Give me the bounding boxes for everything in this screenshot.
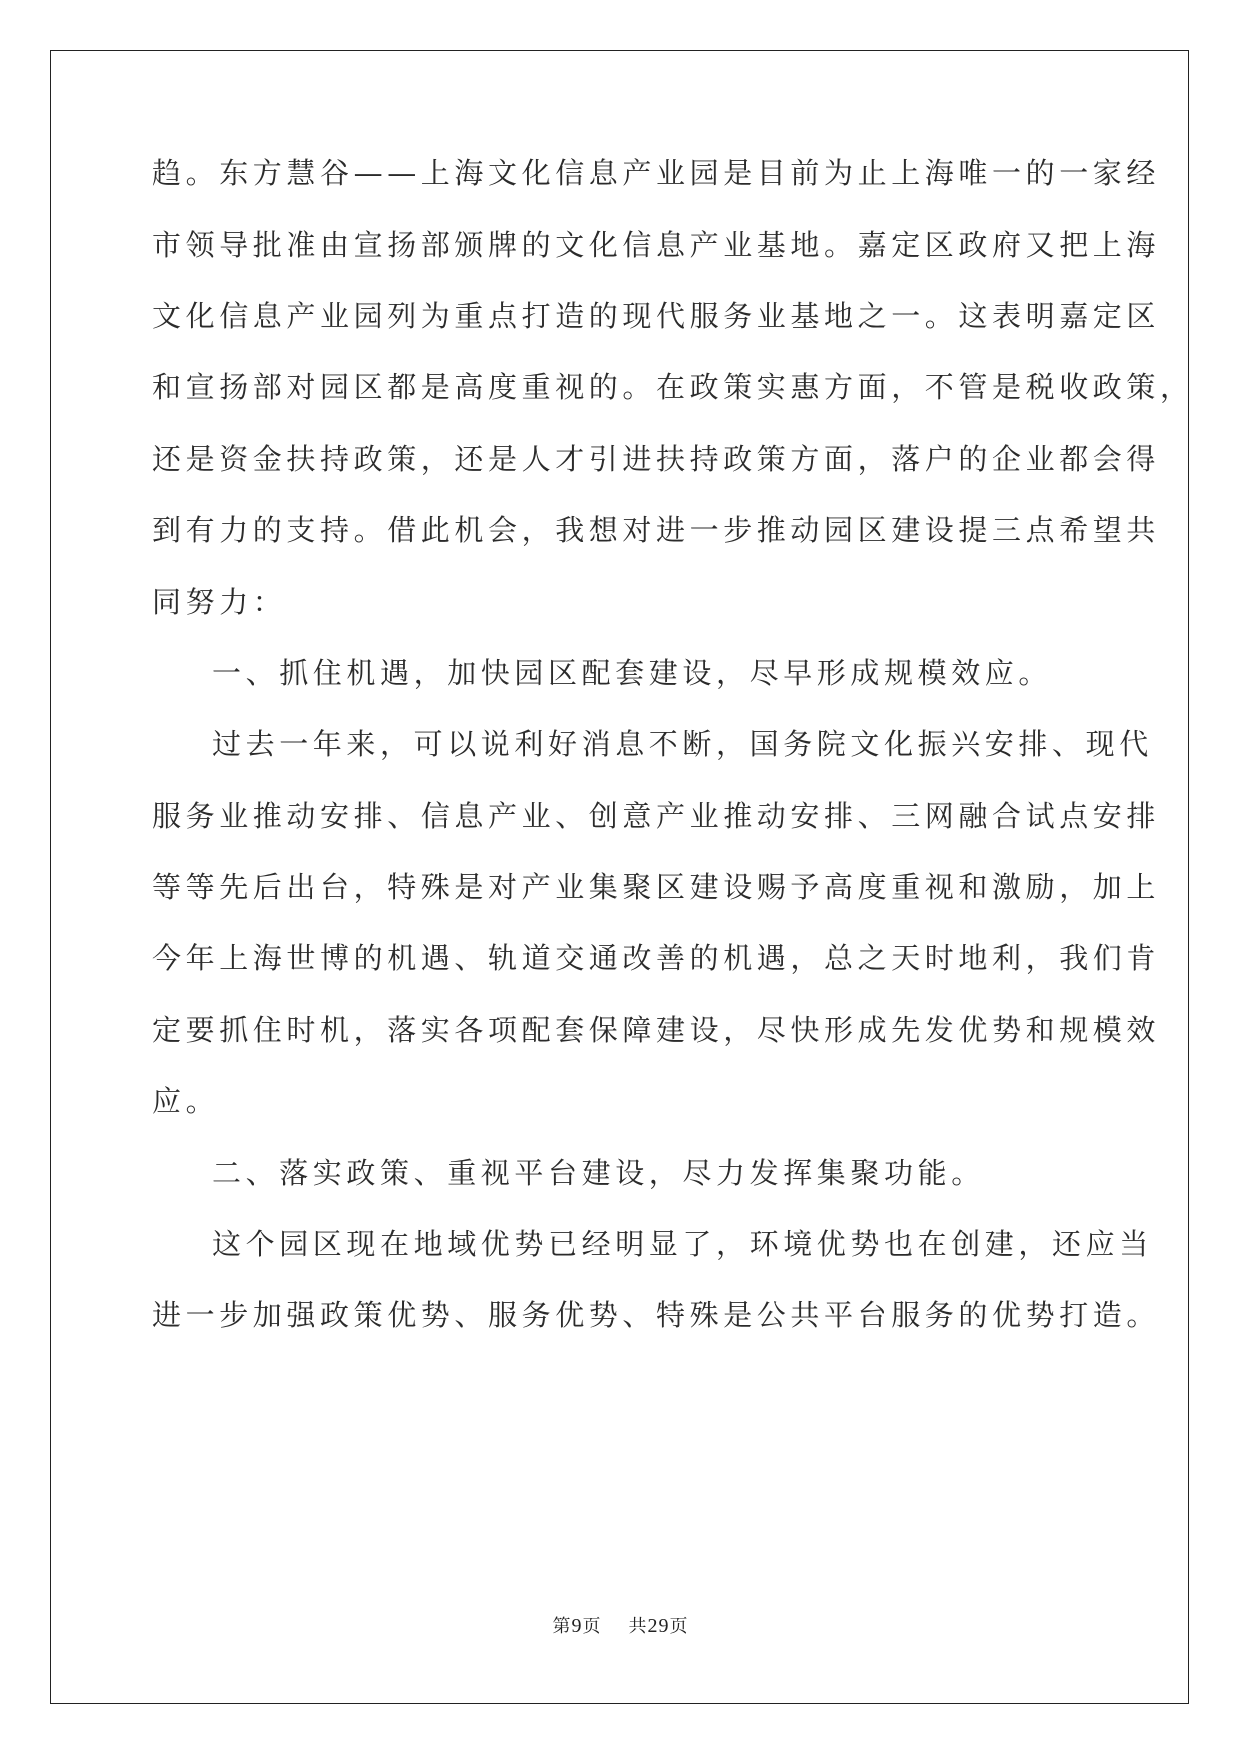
text-line: 这个园区现在地域优势已经明显了，环境优势也在创建，还应当 [212,1227,1153,1261]
total-suffix: 页 [669,1616,689,1637]
text-line: 同努力： [152,585,287,619]
text-line: 和宣扬部对园区都是高度重视的。在政策实惠方面，不管是税收政策， [152,370,1194,404]
text-line: 文化信息产业园列为重点打造的现代服务业基地之一。这表明嘉定区 [152,299,1161,333]
text-line: 市领导批准由宣扬部颁牌的文化信息产业基地。嘉定区政府又把上海 [152,228,1161,262]
text-line: 定要抓住时机，落实各项配套保障建设，尽快形成先发优势和规模效 [152,1013,1161,1047]
text-line: 进一步加强政策优势、服务优势、特殊是公共平台服务的优势打造。 [152,1298,1161,1332]
total-prefix: 共 [628,1616,648,1637]
page-suffix: 页 [582,1616,602,1637]
page-prefix: 第 [552,1616,572,1637]
text-line: 还是资金扶持政策，还是人才引进扶持政策方面，落户的企业都会得 [152,442,1161,476]
text-line: 等等先后出台，特殊是对产业集聚区建设赐予高度重视和激励，加上 [152,870,1161,904]
text-line: 过去一年来，可以说利好消息不断，国务院文化振兴安排、现代 [212,727,1153,761]
section-heading: 一、抓住机遇，加快园区配套建设，尽早形成规模效应。 [212,656,1053,690]
page-footer [0,1612,1241,1638]
text-line: 服务业推动安排、信息产业、创意产业推动安排、三网融合试点安排 [152,799,1161,833]
page-number: 9 [571,1615,583,1637]
text-line: 今年上海世博的机遇、轨道交通改善的机遇，总之天时地利，我们肯 [152,941,1161,975]
text-line: 趋。东方慧谷——上海文化信息产业园是目前为止上海唯一的一家经 [152,156,1161,190]
text-line: 到有力的支持。借此机会，我想对进一步推动园区建设提三点希望共 [152,513,1161,547]
total-pages: 29 [647,1615,670,1637]
text-line: 应。 [152,1084,220,1118]
section-heading: 二、落实政策、重视平台建设，尽力发挥集聚功能。 [212,1156,985,1190]
